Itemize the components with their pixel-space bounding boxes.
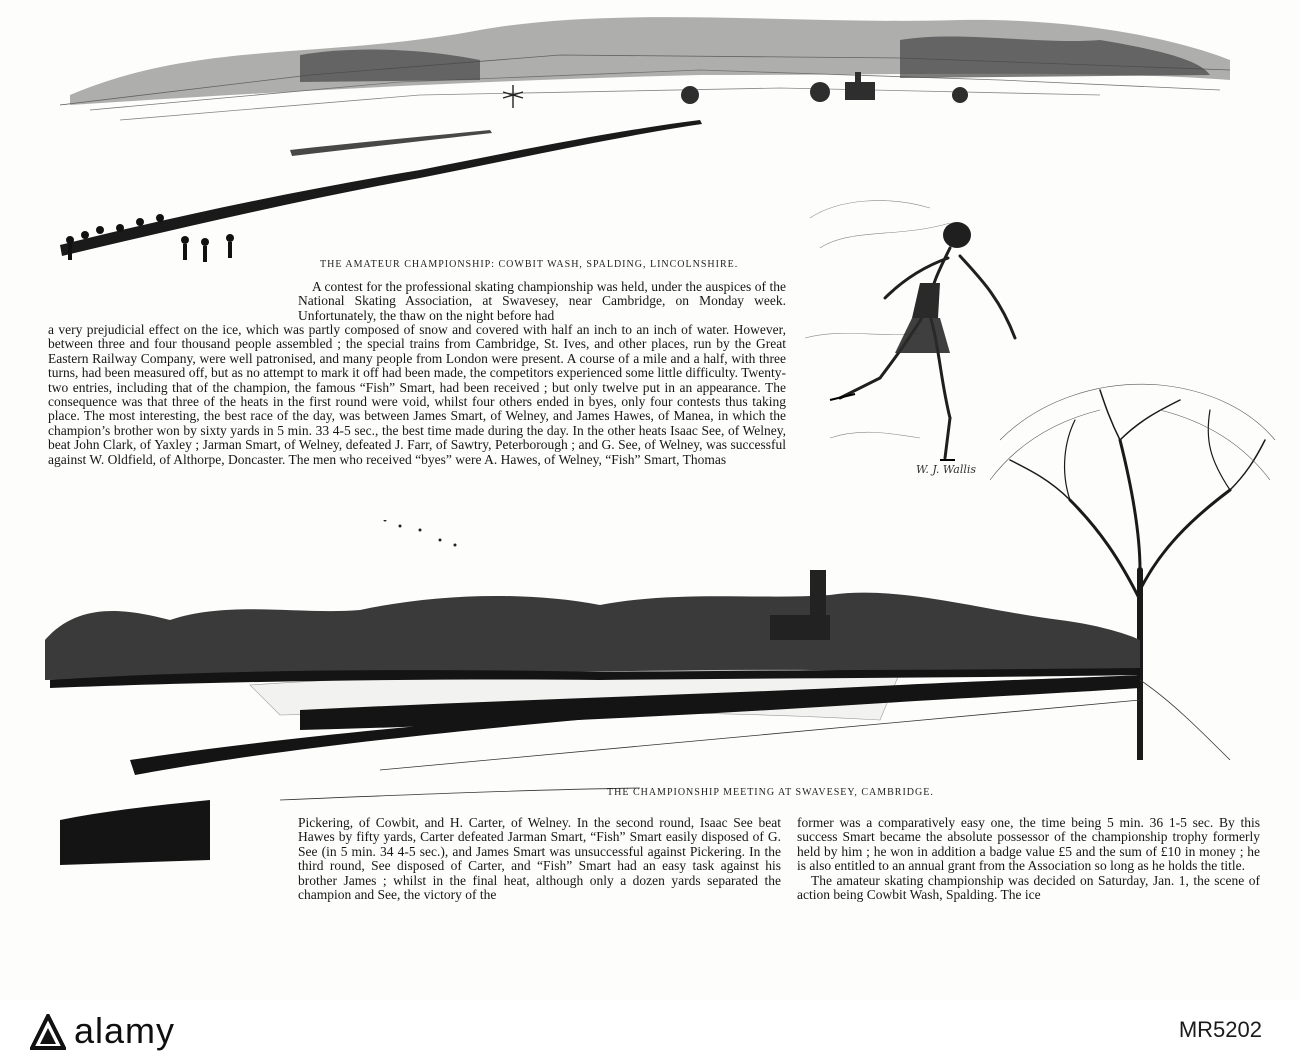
- article-column-2-text: Pickering, of Cowbit, and H. Carter, of Welney. In the second round, Isaac See beat Hawes by fifty yards, Carter defeated Jarman Smart, “Fish” Smart easily disposed of G. See (in 5 min. 34 4-5 sec.), and James Smart was unsuccessful against Pickering. In the third round, See disposed of Carter, and “Fish” Smart had an easy task against his brother James ; whilst in the final heat, although only a dozen yards separated the champion and See, the victory of the: [298, 815, 781, 903]
- signature: W. J. Wallis: [916, 463, 977, 476]
- caption-top: THE AMATEUR CHAMPIONSHIP: COWBIT WASH, SPALDING, LINCOLNSHIRE.: [320, 259, 739, 270]
- article-column-2: [298, 816, 781, 902]
- article-main: [48, 323, 786, 467]
- alamy-mark-icon: [30, 1014, 66, 1050]
- article-intro-text: A contest for the professional skating championship was held, under the auspices of the National Skating Association, at Swavesey, near Cambridge, on Monday week. Unfortunately, the thaw on the night before had: [298, 279, 786, 323]
- article-column-3-para1: former was a comparatively easy one, the time being 5 min. 36 1-5 sec. By this success Smart became the absolute possessor of the championship trophy formerly held by him ; he won in addition a badge value £5 and the sum of £10 in money ; he is also entitled to an annual grant from the Association so long as he holds the title.: [797, 815, 1260, 874]
- caption-bottom: THE CHAMPIONSHIP MEETING AT SWAVESEY, CAMBRIDGE.: [607, 787, 934, 798]
- image-id: MR5202: [1178, 1017, 1262, 1042]
- article-intro: [298, 280, 786, 323]
- article-main-text: a very prejudicial effect on the ice, which was partly composed of snow and covered with half an inch to an inch of water. However, between three and four thousand people assembled ; the special trains from Cambridge, St. Ives, and other places, run by the Great Eastern Railway Company, were well patronised, and many people from London were present. A course of a mile and a half, with three turns, had been measured off, but as no attempt to mark it off had been made, the competitors experienced some little difficulty. Twenty-two entries, including that of the champion, the famous “Fish” Smart, had been received ; but only twelve put in an appearance. The consequence was that three of the heats in the first round were void, whilst four others ended in byes, only four contests thus taking place. The most interesting, the best race of the day, was between James Smart, of Welney, and James Hawes, of Manea, in which the champion’s brother won by sixty yards in 5 min. 33 4-5 sec., the best time made during the day. In the other heats Isaac See, of Welney, beat John Clark, of Yaxley ; Jarman Smart, of Welney, defeated J. Farr, of Sawtry, Peterborough ; and G. See, of Welney, was successful against W. Oldfield, of Althorpe, Doncaster. The men who received “byes” were A. Hawes, of Welney, “Fish” Smart, Thomas: [48, 322, 786, 467]
- alamy-logo-text: alamy: [74, 1010, 176, 1051]
- article-column-3: [797, 816, 1260, 902]
- article-column-3-para2: The amateur skating championship was decided on Saturday, Jan. 1, the scene of action being Cowbit Wash, Spalding. The ice: [797, 872, 1260, 903]
- stock-footer: [0, 1000, 1300, 1058]
- illustration-cowbit-wash: [0, 0, 1300, 290]
